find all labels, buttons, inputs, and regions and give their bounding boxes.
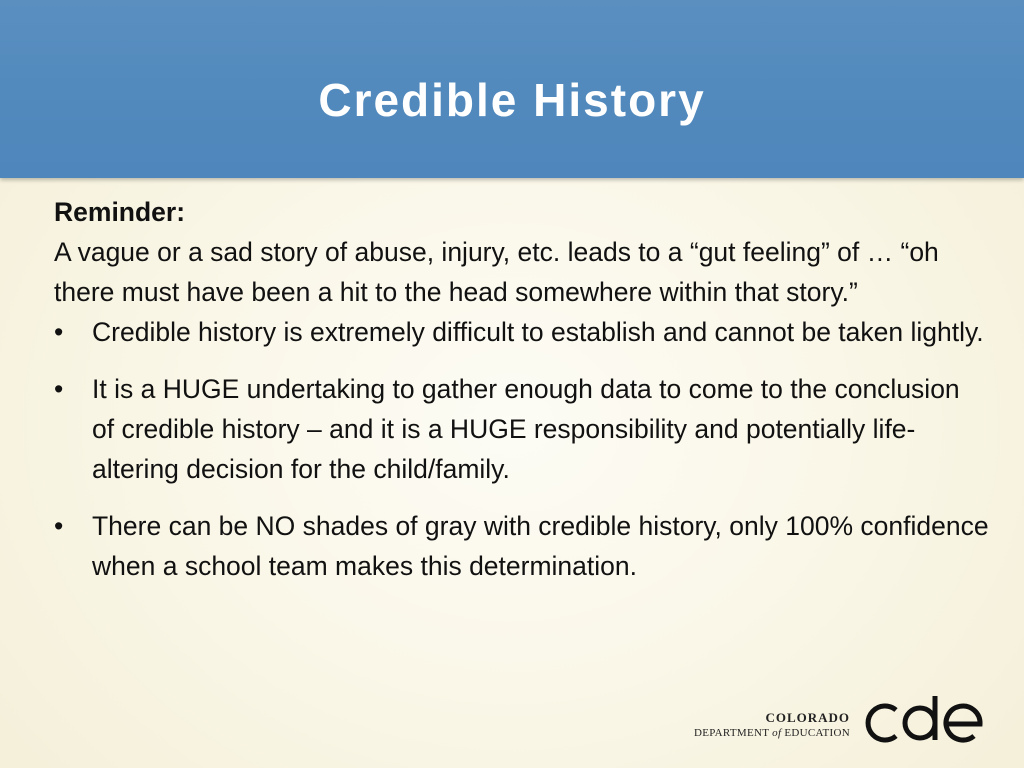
bullet-item — [54, 506, 989, 586]
intro-text: A vague or a sad story of abuse, injury, etc. leads to a “gut feeling” of … “oh there must have been a hit to the head somewhere within that story.” — [54, 237, 939, 307]
bullet-text: There can be NO shades of gray with credible history, only 100% confidence when a school team makes this determination. — [92, 511, 989, 581]
logo-of-text: of — [772, 727, 782, 739]
bullet-list — [54, 312, 989, 586]
title-banner — [0, 0, 1024, 178]
cde-logo — [690, 690, 990, 750]
bullet-marker: • — [54, 317, 64, 347]
logo-line-department — [694, 726, 850, 740]
bullet-text: It is a HUGE undertaking to gather enough data to come to the conclusion of credible history – and it is a HUGE responsibility and potentially life-altering decision for the child/family. — [92, 374, 960, 484]
bullet-text: Credible history is extremely difficult to establish and cannot be taken lightly. — [92, 317, 984, 347]
bullet-marker: • — [54, 511, 64, 541]
cde-logo-icon — [858, 696, 986, 748]
logo-line-colorado: COLORADO — [765, 710, 850, 725]
bullet-item — [54, 312, 989, 352]
slide-body — [54, 192, 989, 603]
logo-education-text: EDUCATION — [781, 727, 850, 739]
logo-department-text: DEPARTMENT — [694, 727, 773, 739]
slide-title: Credible History — [318, 74, 706, 126]
logo-wordmark — [694, 710, 850, 740]
reminder-label: Reminder: — [54, 197, 186, 227]
bullet-item — [54, 369, 989, 489]
bullet-marker: • — [54, 374, 64, 404]
